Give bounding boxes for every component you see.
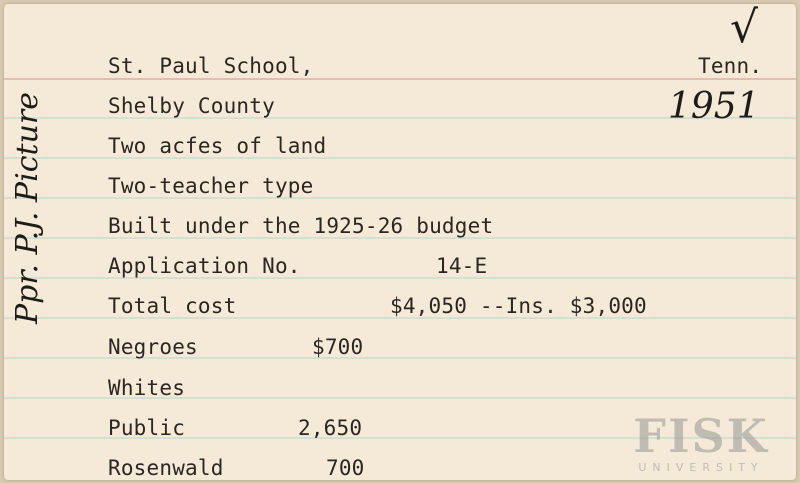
line-county: Shelby County <box>108 94 275 118</box>
line-public-label: Public <box>108 416 186 440</box>
line-whites-label: Whites <box>108 376 186 400</box>
index-card <box>4 4 796 480</box>
total-cost-value: $4,050 --Ins. $3,000 <box>390 294 647 318</box>
rosenwald-amount: 700 <box>326 456 365 480</box>
side-note-handwritten: Ppr. P.J. Picture <box>10 92 45 324</box>
line-school-name: St. Paul School, <box>108 54 314 78</box>
line-total-cost-label: Total cost <box>108 294 237 318</box>
line-rosenwald-label: Rosenwald <box>108 456 224 480</box>
negroes-amount: $700 <box>312 335 364 359</box>
watermark-name: FISK <box>633 409 769 463</box>
public-amount: 2,650 <box>298 416 363 440</box>
year-handwritten: 1951 <box>668 86 760 127</box>
check-mark-icon: √ <box>730 4 759 53</box>
line-land: Two acfes of land <box>108 134 327 158</box>
state-label: Tenn. <box>698 54 763 78</box>
application-number: 14-E <box>436 254 488 278</box>
line-negroes-label: Negroes <box>108 335 198 359</box>
line-budget: Built under the 1925-26 budget <box>108 214 494 238</box>
watermark-sub: UNIVERSITY <box>638 461 764 474</box>
line-type: Two-teacher type <box>108 174 314 198</box>
line-application-label: Application No. <box>108 254 301 278</box>
fisk-university-watermark <box>616 409 786 474</box>
